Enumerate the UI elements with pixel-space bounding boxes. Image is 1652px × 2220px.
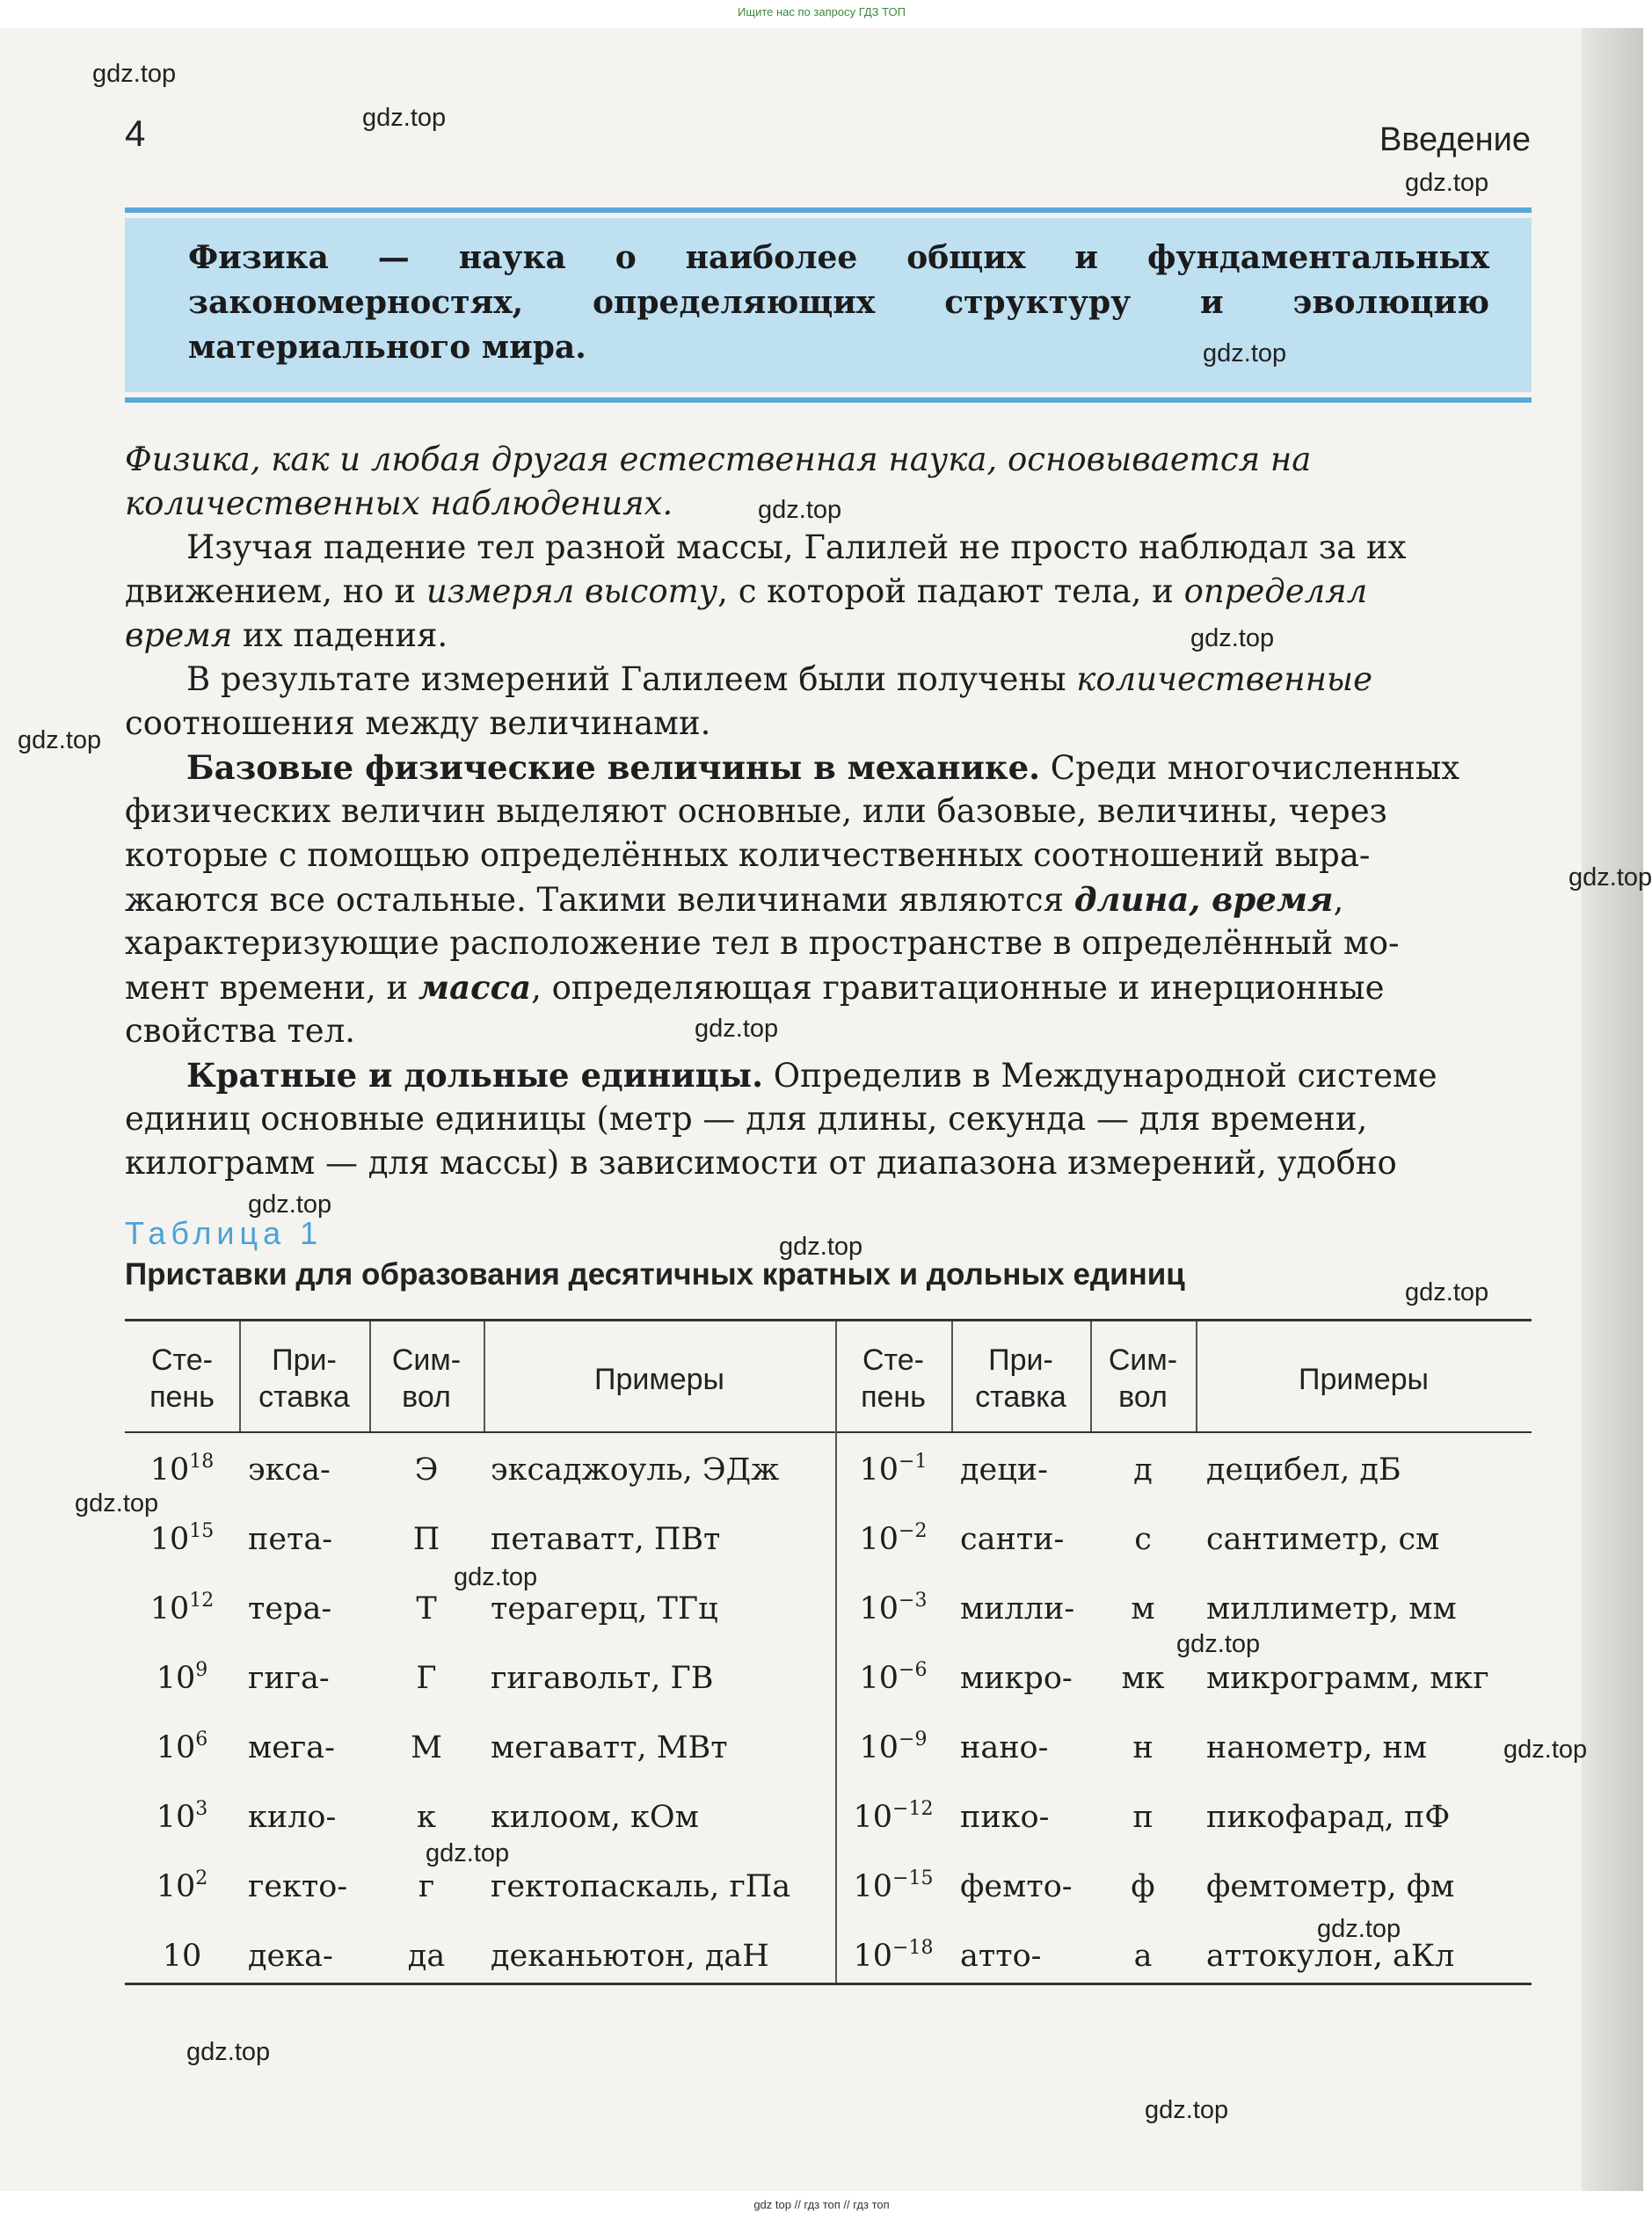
prefix-cell: милли-	[960, 1591, 1075, 1627]
text-span: Среди многочисленных	[1040, 749, 1460, 787]
power-cell	[125, 1591, 239, 1627]
power-exponent: −9	[899, 1729, 928, 1751]
power-exponent: 6	[195, 1729, 208, 1751]
power-cell	[835, 1730, 951, 1765]
table-header-cell: При- ставка	[258, 1343, 350, 1414]
paragraph-line: единиц основные единицы (метр — для длины, секунда — для времени,	[125, 1100, 1368, 1138]
paragraph-line	[186, 658, 1532, 702]
power-base: 10	[156, 1869, 196, 1904]
text-span: , с которой падают тела, и	[717, 572, 1184, 610]
prefix-cell: деци-	[960, 1452, 1048, 1488]
prefix-cell: тера-	[248, 1591, 332, 1627]
bottom-divider	[125, 397, 1532, 403]
example-cell: терагерц, ТГц	[491, 1591, 718, 1627]
power-cell	[835, 1661, 951, 1696]
table-caption: Таблица 1	[125, 1215, 324, 1251]
symbol-cell: М	[411, 1730, 442, 1765]
watermark: gdz.top	[1568, 863, 1652, 892]
symbol-cell: м	[1131, 1591, 1155, 1627]
power-cell	[835, 1452, 951, 1488]
power-base: 10	[859, 1661, 899, 1696]
table-header-cell: Примеры	[594, 1363, 724, 1396]
watermark: gdz.top	[186, 2038, 271, 2066]
power-base: 10	[853, 1869, 893, 1904]
example-cell: гектопаскаль, гПа	[491, 1869, 791, 1904]
example-cell: фемтометр, фм	[1206, 1869, 1455, 1904]
paragraph-line: свойства тел.	[125, 1012, 355, 1050]
table-column-divider	[1090, 1321, 1092, 1431]
emphasis-span: масса	[418, 968, 532, 1007]
watermark: gdz.top	[75, 1489, 159, 1518]
symbol-cell: п	[1132, 1800, 1153, 1835]
symbol-cell: мк	[1121, 1661, 1165, 1696]
page-number: 4	[125, 113, 146, 154]
power-exponent: 3	[195, 1798, 208, 1820]
table-column-divider	[239, 1321, 241, 1431]
example-cell: аттокулон, аКл	[1206, 1939, 1455, 1974]
emphasis-span: время	[125, 616, 233, 654]
text-span: Определив в Международной системе	[762, 1057, 1437, 1095]
prefix-cell: пета-	[248, 1522, 333, 1557]
table-header-cell: Сим- вол	[391, 1343, 462, 1414]
power-cell	[835, 1591, 951, 1627]
paragraph-heading: Базовые физические величины в механике.	[186, 748, 1041, 787]
power-cell	[835, 1522, 951, 1557]
paragraph-line: которые с помощью определённых количественных соотношений выра-	[125, 836, 1371, 874]
paragraph-heading: Кратные и дольные единицы.	[186, 1056, 763, 1095]
power-exponent: 15	[189, 1520, 215, 1542]
power-exponent: −2	[899, 1520, 928, 1542]
text-span: движением, но и	[125, 572, 426, 610]
example-cell: петаватт, ПВт	[491, 1522, 721, 1557]
symbol-cell: да	[407, 1939, 446, 1974]
power-base: 10	[859, 1730, 899, 1765]
power-cell	[125, 1730, 239, 1765]
text-span: ,	[1333, 881, 1344, 919]
paragraph-line: характеризующие расположение тел в пространстве в определённый мо-	[125, 924, 1400, 962]
power-cell	[125, 1452, 239, 1488]
table-header-cell: Примеры	[1299, 1363, 1429, 1396]
power-base: 10	[859, 1522, 899, 1557]
table-top-rule	[125, 1319, 1532, 1321]
power-exponent: 18	[189, 1451, 215, 1473]
paragraph-line: Физика, как и любая другая естественная наука, основывается на	[125, 440, 1312, 478]
watermark: gdz.top	[695, 1015, 779, 1043]
text-span: , определяющая гравитационные и инерционные	[531, 969, 1385, 1007]
symbol-cell: с	[1134, 1522, 1152, 1557]
watermark: gdz.top	[779, 1233, 863, 1261]
table-column-divider	[951, 1321, 953, 1431]
watermark: gdz.top	[1503, 1736, 1588, 1764]
power-exponent: 2	[195, 1867, 208, 1889]
top-divider	[125, 207, 1532, 213]
text-span: жаются все остальные. Такими величинами являются	[125, 881, 1074, 919]
example-cell: эксаджоуль, ЭДж	[491, 1452, 780, 1488]
paragraph-line	[125, 570, 1532, 614]
prefix-cell: гекто-	[248, 1869, 348, 1904]
power-base: 10	[156, 1730, 196, 1765]
example-cell: миллиметр, мм	[1206, 1591, 1457, 1627]
symbol-cell: Г	[416, 1661, 437, 1696]
table-column-divider	[484, 1321, 485, 1431]
table-column-divider	[369, 1321, 371, 1431]
symbol-cell: д	[1133, 1452, 1153, 1488]
power-cell	[835, 1939, 951, 1974]
power-cell	[125, 1869, 239, 1904]
power-exponent: −6	[899, 1659, 928, 1681]
power-base: 10	[859, 1591, 899, 1627]
emphasis-span: определял	[1183, 572, 1368, 610]
watermark: gdz.top	[1176, 1630, 1261, 1658]
paragraph-line: килограмм — для массы) в зависимости от диапазона измерений, удобно	[125, 1144, 1397, 1182]
prefix-cell: мега-	[248, 1730, 335, 1765]
watermark: gdz.top	[248, 1190, 332, 1219]
prefix-cell: нано-	[960, 1730, 1049, 1765]
power-cell	[125, 1522, 239, 1557]
power-exponent: 9	[195, 1659, 208, 1681]
site-note[interactable]: Ищите нас по запросу ГДЗ ТОП	[738, 5, 906, 18]
prefix-cell: дека-	[248, 1939, 333, 1974]
definition-text: Физика — наука о наиболее общих и фундаментальных закономерностях, определяющих структуру и эволюцию материального мира.	[188, 239, 1489, 366]
paragraph-line	[125, 965, 1532, 1010]
prefix-cell: атто-	[960, 1939, 1042, 1974]
text-span: их падения.	[232, 616, 448, 654]
watermark: gdz.top	[426, 1839, 510, 1867]
example-cell: мегаватт, МВт	[491, 1730, 728, 1765]
watermark: gdz.top	[1405, 169, 1489, 197]
watermark: gdz.top	[1203, 339, 1287, 368]
power-base: 10	[853, 1800, 893, 1835]
power-base: 10	[156, 1661, 196, 1696]
power-base: 10	[853, 1939, 893, 1974]
prefix-cell: фемто-	[960, 1869, 1073, 1904]
watermark: gdz.top	[1145, 2096, 1229, 2124]
symbol-cell: ф	[1131, 1869, 1155, 1904]
symbol-cell: г	[418, 1869, 435, 1904]
power-base: 10	[149, 1591, 190, 1627]
watermark: gdz.top	[1317, 1915, 1401, 1943]
power-base: 10	[859, 1452, 899, 1488]
example-cell: гигавольт, ГВ	[491, 1661, 714, 1696]
paragraph-line: количественных наблюдениях.	[125, 484, 673, 522]
paragraph-line: физических величин выделяют основные, или базовые, величины, через	[125, 792, 1387, 830]
definition-box	[125, 218, 1532, 392]
table-header-cell: Сте- пень	[149, 1343, 215, 1414]
footer-note[interactable]: gdz top // гдз топ // гдз топ	[753, 2198, 890, 2211]
symbol-cell: П	[412, 1522, 440, 1557]
section-title: Введение	[1379, 121, 1531, 158]
power-cell	[835, 1869, 951, 1904]
symbol-cell: к	[417, 1800, 436, 1835]
symbol-cell: Э	[414, 1452, 439, 1488]
table-header-cell: Сим- вол	[1108, 1343, 1178, 1414]
example-cell: пикофарад, пФ	[1206, 1800, 1451, 1835]
power-exponent: 12	[189, 1590, 215, 1612]
emphasis-span: измерял высоту	[426, 572, 718, 610]
example-cell: сантиметр, см	[1206, 1522, 1440, 1557]
power-cell	[835, 1800, 951, 1835]
paragraph-line	[186, 1053, 1532, 1098]
prefix-cell: санти-	[960, 1522, 1065, 1557]
paragraph-line	[186, 746, 1532, 790]
symbol-cell: а	[1133, 1939, 1153, 1974]
page-gutter-shadow	[1582, 28, 1643, 2191]
table-title: Приставки для образования десятичных кратных и дольных единиц	[125, 1257, 1185, 1292]
power-exponent: −15	[892, 1867, 934, 1889]
symbol-cell: н	[1132, 1730, 1153, 1765]
power-base: 10	[156, 1800, 196, 1835]
watermark: gdz.top	[18, 726, 102, 754]
example-cell: килоом, кОм	[491, 1800, 699, 1835]
prefix-cell: микро-	[960, 1661, 1073, 1696]
power-cell	[125, 1661, 239, 1696]
table-header-rule	[125, 1431, 1532, 1433]
prefix-cell: пико-	[960, 1800, 1050, 1835]
power-base: 10	[162, 1939, 202, 1974]
power-exponent: −18	[892, 1937, 934, 1959]
text-span: мент времени, и	[125, 969, 418, 1007]
table-column-divider	[1196, 1321, 1197, 1431]
text-span: В результате измерений Галилеем были получены	[186, 660, 1077, 698]
watermark: gdz.top	[92, 60, 177, 88]
watermark: gdz.top	[1190, 624, 1275, 652]
example-cell: децибел, дБ	[1206, 1452, 1401, 1488]
emphasis-span: количественные	[1076, 660, 1372, 698]
power-base: 10	[149, 1452, 190, 1488]
prefix-cell: экса-	[248, 1452, 331, 1488]
example-cell: микрограмм, мкг	[1206, 1661, 1489, 1696]
prefix-cell: кило-	[248, 1800, 337, 1835]
paragraph-line	[125, 877, 1532, 922]
paragraph-line: соотношения между величинами.	[125, 704, 711, 742]
table-header-cell: При- ставка	[975, 1343, 1066, 1414]
power-exponent: −12	[892, 1798, 934, 1820]
example-cell: нанометр, нм	[1206, 1730, 1428, 1765]
prefix-cell: гига-	[248, 1661, 330, 1696]
table-bottom-rule	[125, 1983, 1532, 1985]
emphasis-span: длина, время	[1073, 880, 1334, 919]
power-base: 10	[149, 1522, 190, 1557]
watermark: gdz.top	[758, 496, 842, 524]
power-cell	[125, 1800, 239, 1835]
power-cell	[125, 1939, 239, 1974]
paragraph-line	[125, 614, 1532, 658]
example-cell: деканьютон, даН	[491, 1939, 769, 1974]
power-exponent: −1	[899, 1451, 928, 1473]
table-header-cell: Сте- пень	[861, 1343, 926, 1414]
watermark: gdz.top	[454, 1563, 538, 1591]
power-exponent: −3	[899, 1590, 928, 1612]
watermark: gdz.top	[362, 104, 447, 132]
paragraph-line: Изучая падение тел разной массы, Галилей не просто наблюдал за их	[186, 528, 1407, 566]
symbol-cell: Т	[416, 1591, 437, 1627]
watermark: gdz.top	[1405, 1278, 1489, 1307]
